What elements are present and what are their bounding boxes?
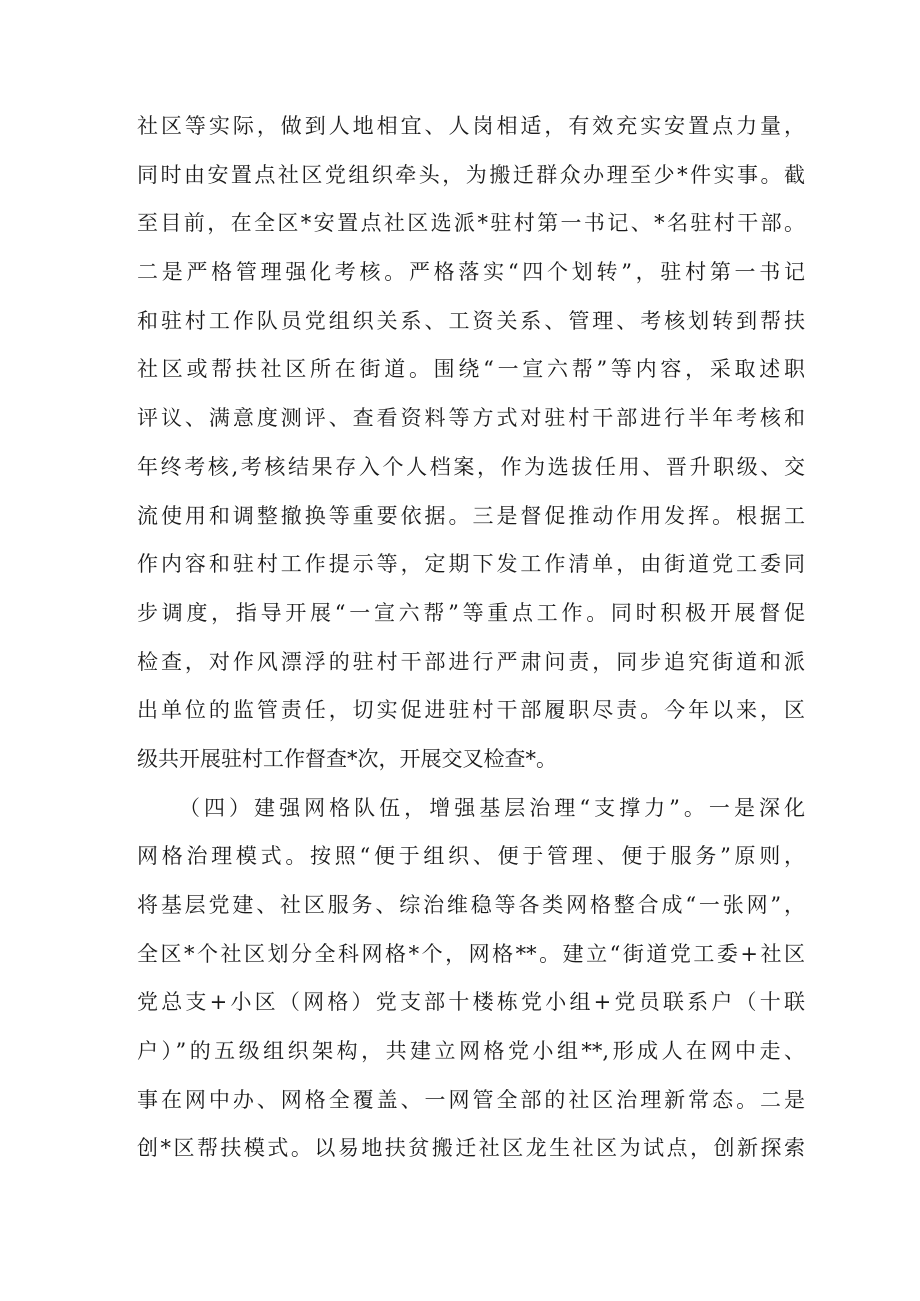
text-line: 事在网中办、网格全覆盖、一网管全部的社区治理新常态。二是: [137, 1087, 805, 1112]
text-line: 同时由安置点社区党组织牵头，为搬迁群众办理至少*件实事。截: [137, 162, 805, 187]
text-line: 全区*个社区划分全科网格*个，网格**。建立“街道党工委+社区: [137, 941, 805, 966]
text-line: 级共开展驻村工作督查*次，开展交叉检查*。: [137, 746, 557, 771]
text-line: 社区或帮扶社区所在街道。围绕“一宣六帮”等内容，采取述职: [137, 357, 805, 382]
section-heading-line: （四）建强网格队伍，增强基层治理“支撑力”。一是深化: [179, 795, 805, 820]
text-line: 作内容和驻村工作提示等，定期下发工作清单，由街道党工委同: [137, 552, 805, 577]
text-line: 党总支+小区（网格）党支部十楼栋党小组+党员联系户（十联: [137, 990, 805, 1015]
text-line: 二是严格管理强化考核。严格落实“四个划转”，驻村第一书记: [137, 260, 805, 285]
text-line: 出单位的监管责任，切实促进驻村干部履职尽责。今年以来，区: [137, 698, 805, 723]
text-line: 社区等实际，做到人地相宜、人岗相适，有效充实安置点力量，: [137, 114, 805, 138]
text-line: 户）”的五级组织架构，共建立网格党小组**,形成人在网中走、: [137, 1039, 805, 1064]
text-line: 至目前，在全区*安置点社区选派*驻村第一书记、*名驻村干部。: [137, 211, 805, 236]
text-line: 评议、满意度测评、查看资料等方式对驻村干部进行半年考核和: [137, 406, 805, 431]
text-line: 和驻村工作队员党组织关系、工资关系、管理、考核划转到帮扶: [137, 308, 805, 333]
text-line: 步调度，指导开展“一宣六帮”等重点工作。同时积极开展督促: [137, 600, 805, 625]
text-line: 检查，对作风漂浮的驻村干部进行严肃问责，同步追究街道和派: [137, 649, 805, 674]
document-body: [137, 102, 805, 1173]
text-line: 将基层党建、社区服务、综治维稳等各类网格整合成“一张网”，: [137, 893, 805, 917]
text-line: 流使用和调整撤换等重要依据。三是督促推动作用发挥。根据工: [137, 503, 805, 528]
text-line: 网格治理模式。按照“便于组织、便于管理、便于服务”原则，: [137, 844, 805, 869]
text-line: 创*区帮扶模式。以易地扶贫搬迁社区龙生社区为试点，创新探索: [137, 1136, 805, 1161]
text-line: 年终考核,考核结果存入个人档案，作为选拔任用、晋升职级、交: [137, 454, 805, 479]
